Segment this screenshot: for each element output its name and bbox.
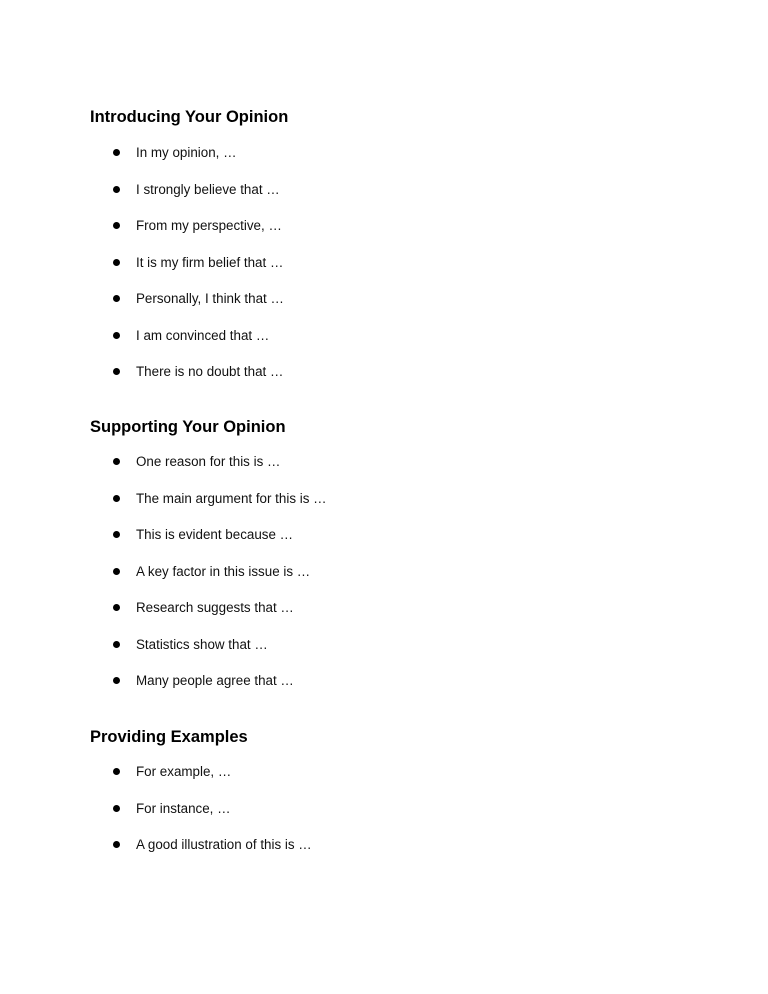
section-heading: Introducing Your Opinion (90, 108, 289, 126)
list-item-text: One reason for this is … (136, 454, 281, 469)
list-item (90, 490, 327, 528)
list-item-text: For example, … (136, 764, 232, 779)
list-item-text: Statistics show that … (136, 636, 268, 652)
list-item (90, 328, 288, 365)
section-introducing-opinion (90, 107, 288, 401)
list-item (90, 563, 311, 601)
section-heading: Providing Examples (90, 728, 248, 746)
bullet-icon (113, 604, 120, 611)
list-item-text: From my perspective, … (136, 218, 282, 233)
list-item (90, 600, 294, 637)
phrase-list (90, 145, 288, 401)
list-item (90, 454, 286, 491)
section-providing-examples (90, 727, 312, 874)
bullet-icon (113, 222, 120, 229)
list-item-text: For instance, … (136, 800, 231, 816)
bullet-icon (113, 641, 120, 648)
list-item-text: I am convinced that … (136, 327, 270, 343)
bullet-icon (113, 458, 120, 465)
list-item-text: Many people agree that … (136, 673, 294, 688)
bullet-icon (113, 841, 120, 848)
list-item (90, 182, 288, 219)
list-item (90, 291, 288, 328)
phrase-list (90, 764, 312, 874)
list-item-text: The main argument for this is … (136, 490, 327, 506)
list-item-text: Personally, I think that … (136, 291, 284, 306)
list-item (90, 673, 294, 710)
list-item-text: There is no doubt that … (136, 364, 284, 379)
phrase-list (90, 454, 327, 710)
list-item (90, 255, 288, 292)
bullet-icon (113, 368, 120, 375)
bullet-icon (113, 768, 120, 775)
bullet-icon (113, 531, 120, 538)
list-item (90, 801, 248, 838)
list-item (90, 145, 288, 182)
list-item (90, 218, 288, 255)
bullet-icon (113, 295, 120, 302)
bullet-icon (113, 805, 120, 812)
list-item (90, 364, 288, 401)
list-item-text: A good illustration of this is … (136, 837, 312, 852)
list-item-text: In my opinion, … (136, 145, 237, 160)
bullet-icon (113, 259, 120, 266)
list-item-text: This is evident because … (136, 527, 294, 542)
bullet-icon (113, 568, 120, 575)
bullet-icon (113, 149, 120, 156)
list-item (90, 764, 248, 801)
list-item (90, 837, 312, 874)
bullet-icon (113, 332, 120, 339)
bullet-icon (113, 186, 120, 193)
list-item (90, 527, 294, 564)
list-item-text: Research suggests that … (136, 600, 294, 615)
bullet-icon (113, 677, 120, 684)
section-heading: Supporting Your Opinion (90, 418, 286, 436)
section-supporting-opinion (90, 417, 327, 710)
list-item (90, 637, 286, 674)
list-item-text: A key factor in this issue is … (136, 563, 311, 579)
list-item-text: I strongly believe that … (136, 181, 280, 197)
bullet-icon (113, 495, 120, 502)
list-item-text: It is my firm belief that … (136, 254, 284, 270)
